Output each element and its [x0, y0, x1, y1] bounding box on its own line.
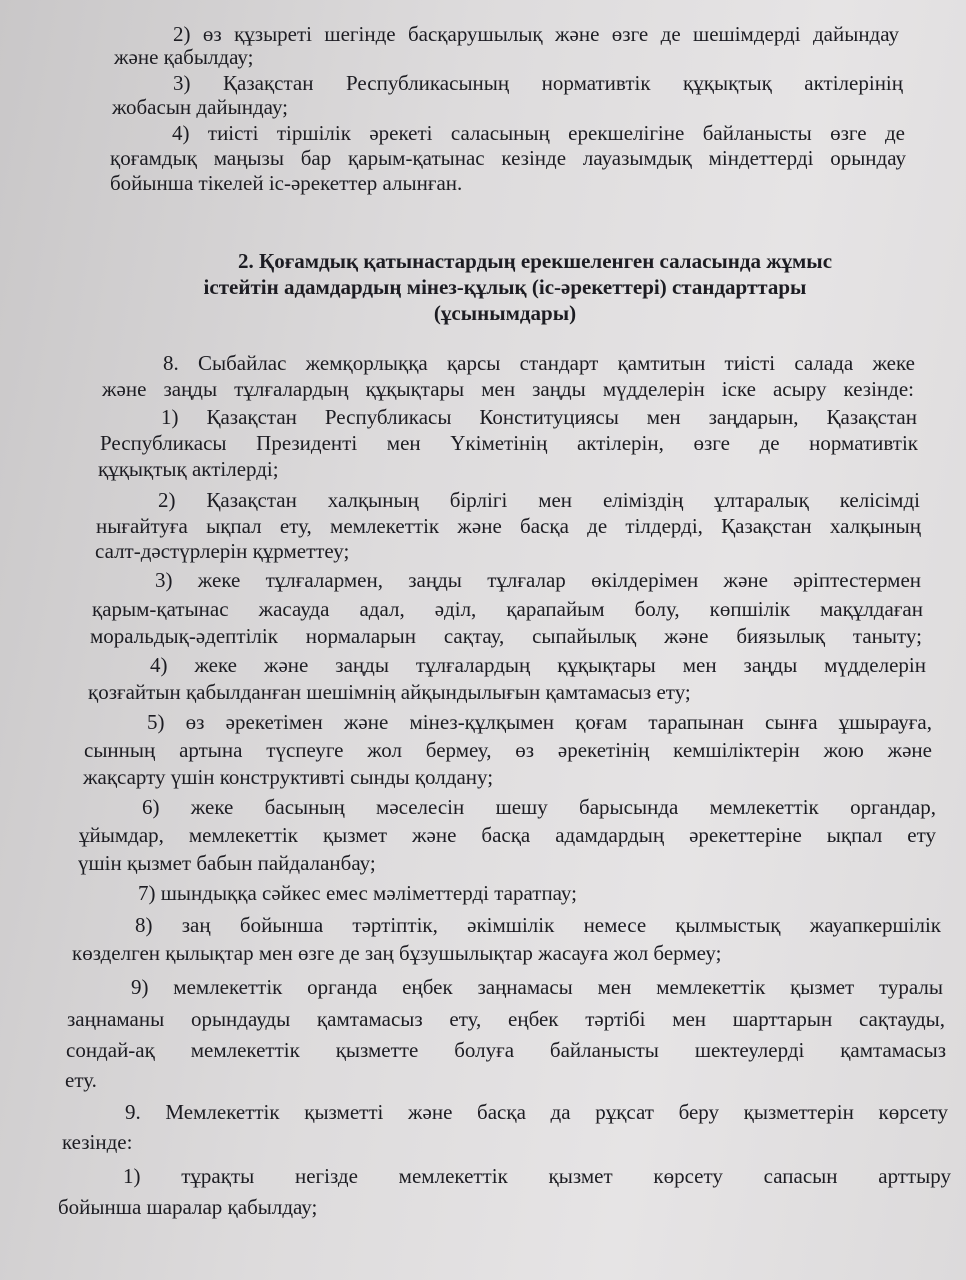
- section-title-line-1: 2. Қоғамдық қатынастардың ерекшеленген саласында жұмыс: [237, 249, 833, 273]
- p8-item-5-line-1: 5) өз әрекетімен және мінез-құлқымен қоғам тарапынан сынға ұшырауға,: [147, 710, 932, 734]
- p8-item-3-line-3: моральдық-әдептілік нормаларын сақтау, сыпайылық және биязылық таныту;: [90, 624, 922, 648]
- intro-item-4-line-3: бойынша тікелей іс-әрекеттер алынған.: [110, 171, 463, 195]
- p8-item-8-line-2: көзделген қылықтар мен өзге де заң бұзушылықтар жасауға жол бермеу;: [72, 941, 722, 965]
- p9-item-1-line-2: бойынша шаралар қабылдау;: [58, 1195, 318, 1219]
- p8-item-1-line-1: 1) Қазақстан Республикасы Конституциясы мен заңдарын, Қазақстан: [161, 405, 917, 429]
- p8-item-2-line-3: салт-дәстүрлерін құрметтеу;: [95, 539, 350, 563]
- p8-item-9-line-3: сондай-ақ мемлекеттік қызметте болуға байланысты шектеулерді қамтамасыз: [66, 1038, 946, 1062]
- p8-item-6-line-1: 6) жеке басының мәселесін шешу барысында мемлекеттік органдар,: [142, 795, 936, 819]
- paragraph-9-line-2: кезінде:: [62, 1130, 133, 1154]
- p8-item-5-line-3: жақсарту үшін конструктивті сынды қолдану;: [83, 765, 494, 789]
- p8-item-3-line-1: 3) жеке тұлғалармен, заңды тұлғалар өкілдерімен және әріптестермен: [155, 568, 921, 592]
- p8-item-2-line-2: нығайтуға ықпал ету, мемлекеттік және басқа де тілдерді, Қазақстан халқының: [96, 514, 921, 538]
- p8-item-3-line-2: қарым-қатынас жасауда адал, әділ, қарапайым болу, көпшілік мақұлдаған: [92, 597, 923, 621]
- p8-item-6-line-3: үшін қызмет бабын пайдаланбау;: [78, 851, 376, 875]
- paragraph-8-line-2: және заңды тұлғалардың құқықтары мен заңды мүдделерін іске асыру кезінде:: [102, 377, 914, 401]
- intro-item-2-line-2: және қабылдау;: [114, 45, 254, 69]
- p9-item-1-line-1: 1) тұрақты негізде мемлекеттік қызмет көрсету сапасын арттыру: [123, 1164, 951, 1188]
- paragraph-9-line-1: 9. Мемлекеттік қызметті және басқа да рұқсат беру қызметтерін көрсету: [125, 1100, 948, 1124]
- intro-item-4-line-1: 4) тиісті тіршілік әрекеті саласының ерекшелігіне байланысты өзге де: [172, 121, 905, 145]
- p8-item-9-line-4: ету.: [65, 1068, 97, 1092]
- p8-item-1-line-3: құқықтық актілерді;: [98, 457, 279, 481]
- p8-item-9-line-2: заңнаманы орындауды қамтамасыз ету, еңбек тәртібі мен шарттарын сақтауды,: [67, 1007, 945, 1031]
- p8-item-5-line-2: сынның артына түспеуге жол бермеу, өз әрекетінің кемшіліктерін жою және: [84, 738, 932, 762]
- p8-item-6-line-2: ұйымдар, мемлекеттік қызмет және басқа адамдардың әрекеттеріне ықпал ету: [79, 823, 936, 847]
- p8-item-4-line-1: 4) жеке және заңды тұлғалардың құқықтары мен заңды мүдделерін: [150, 653, 926, 677]
- p8-item-1-line-2: Республикасы Президенті мен Үкіметінің актілерін, өзге де нормативтік: [100, 431, 918, 455]
- p8-item-7-line-1: 7) шындыққа сәйкес емес мәліметтерді таратпау;: [138, 881, 577, 905]
- p8-item-4-line-2: қозғайтын қабылданған шешімнің айқындылығын қамтамасыз ету;: [88, 680, 691, 704]
- p8-item-9-line-1: 9) мемлекеттік органда еңбек заңнамасы мен мемлекеттік қызмет туралы: [131, 975, 943, 999]
- intro-item-4-line-2: қоғамдық маңызы бар қарым-қатынас кезінде лауазымдық міндеттерді орындау: [110, 146, 906, 170]
- intro-item-2-line-1: 2) өз құзыреті шегінде басқарушылық және өзге де шешімдерді дайындау: [173, 22, 899, 46]
- paragraph-8-line-1: 8. Сыбайлас жемқорлыққа қарсы стандарт қамтитын тиісті салада жеке: [163, 351, 915, 375]
- section-title-line-2: істейтін адамдардың мінез-құлық (іс-әрекеттері) стандарттары: [203, 275, 807, 299]
- section-title-line-3: (ұсынымдары): [433, 301, 577, 325]
- p8-item-2-line-1: 2) Қазақстан халқының бірлігі мен еліміздің ұлтаралық келісімді: [158, 488, 920, 512]
- intro-item-3-line-1: 3) Қазақстан Республикасының нормативтік құқықтық актілерінің: [173, 71, 903, 95]
- intro-item-3-line-2: жобасын дайындау;: [112, 95, 288, 119]
- p8-item-8-line-1: 8) заң бойынша тәртіптік, әкімшілік немесе қылмыстық жауапкершілік: [135, 913, 941, 937]
